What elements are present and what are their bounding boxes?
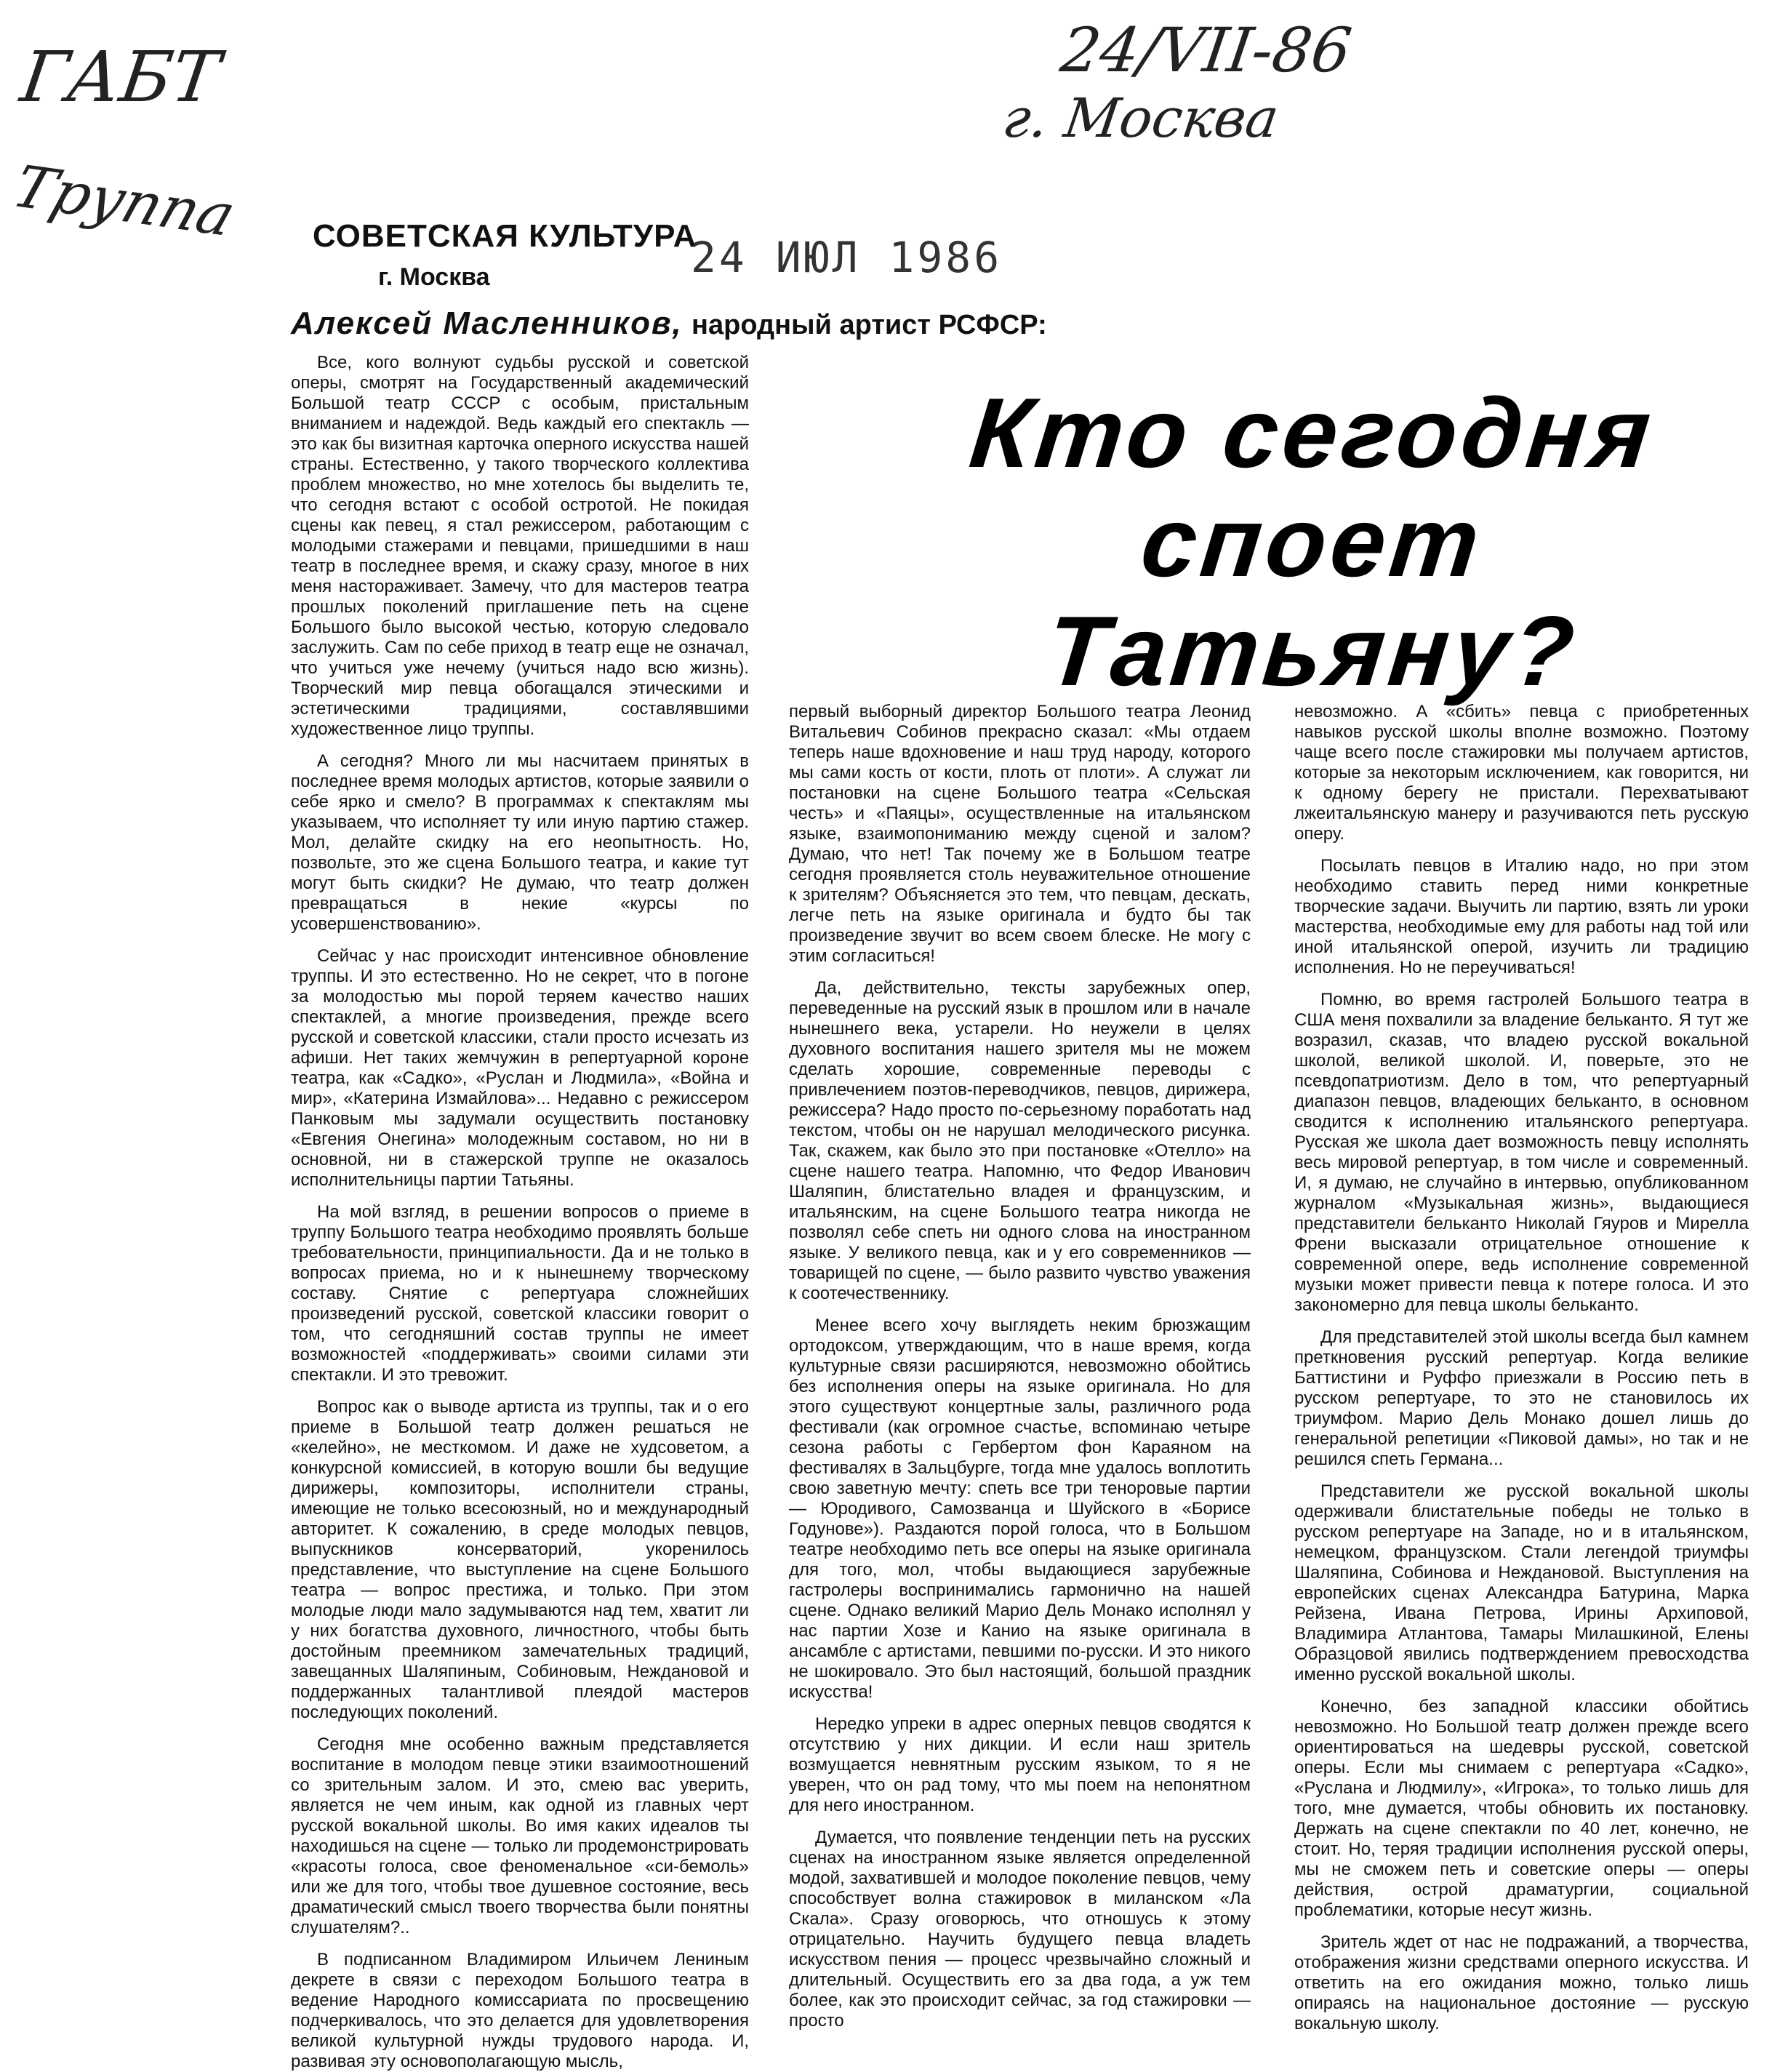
paragraph: Менее всего хочу выглядеть неким брюзжащим ортодоксом, утверждающим, что в наше время, когда культурные связи расширяются, невозможно обойтись без исполнения оперы на языке оригинала. Но для этого существуют концертные залы, различного рода фестивали (как огромное счастье, вспоминаю четыре сезона работы с Гербертом фон Караяном на фестивалях в Зальцбурге, тогда мне удалось воплотить свою заветную мечту: спеть все три теноровые партии — Юродивого, Самозванца и Шуйского в «Борисе Годунове»). Раздаются порой голоса, что в Большом театре необходимо петь все оперы на языке оригинала для того, мол, чтобы выдающиеся зарубежные гастролеры воспринимались гармонично на нашей сцене. Однако великий Марио Дель Монако исполнял у нас партии Хозе и Канио на языке оригинала в ансамбле с артистами, певшими по-русски. И это никого не шокировало. Это был настоящий, большой праздник искусства!	[789, 1316, 1251, 1702]
paragraph: Помню, во время гастролей Большого театра в США меня похвалили за владение бельканто. Я тут же возразил, сказав, что владею русской вокальной школой, великой школой. И, поверьте, это не псевдопатриотизм. Дело в том, что репертуарный диапазон певцов, владеющих бельканто, в основном сводится к исполнению итальянского репертуара. Русская же школа дает возможность певцу исполнять весь мировой репертуар, в том числе и современный. И, я думаю, не случайно в интервью, опубликованном журналом «Музыкальная жизнь», выдающиеся представители бельканто Николай Гяуров и Мирелла Френи высказали отрицательное отношение к современной опере, ведь исполнение современной музыки может привести певца к потере голоса. И это закономерно для певца школы бельканто.	[1294, 990, 1749, 1315]
newspaper-city: г. Москва	[378, 263, 490, 291]
paragraph: первый выборный директор Большого театра Леонид Витальевич Собинов прекрасно сказал: «Мы отдаем теперь наше вдохновение и наш труд народу, которого мы сами кость от кости, плоть от плоти». А служат ли постановки на сцене Большого театра «Сельская честь» и «Паяцы», осуществленные на итальянском языке, взаимопониманию между сценой и залом? Думаю, что нет! Так почему же в Большом театре сегодня проявляется столь неуважительное отношение к зрителям? Объясняется это тем, что певцам, дескать, легче петь на языке оригинала и будто бы так произведение звучит во всем своем блеске. Не могу с этим согласиться!	[789, 702, 1251, 966]
stamp-date: 24 ИЮЛ 1986	[691, 233, 1003, 282]
author-name: Алексей Масленников,	[291, 305, 683, 341]
paragraph: Все, кого волнуют судьбы русской и советской оперы, смотрят на Государственный академический Большой театр СССР с особым, пристальным вниманием и надеждой. Ведь каждый его спектакль — это как бы визитная карточка оперного искусства нашей страны. Естественно, у такого творческого коллектива проблем множество, но мне хотелось бы выделить те, что сегодня встают с особой остротой. Не покидая сцены как певец, я стал режиссером, работающим с молодыми стажерами и певцами, пришедшими в наш театр в последнее время, и скажу сразу, многое в них меня настораживает. Замечу, что для мастеров театра прошлых поколений приглашение петь на сцене Большого было высокой честью, которую следовало заслужить. Сам по себе приход в театр еще не означал, что учиться уже нечему (учиться надо всю жизнь). Творческий мир певца обогащался этическими и эстетическими традициями, составлявшими художественное лицо труппы.	[291, 353, 749, 739]
headline-line-3: Татьяну?	[1041, 596, 1584, 706]
paragraph: невозможно. А «сбить» певца с приобретенных навыков русской школы вполне возможно. Поэтому чаще всего после стажировки мы получаем артистов, которые за некоторым исключением, как говорится, ни к одному берегу не пристали. Перехватывают лжеитальянскую манеру и разучиваются петь русскую оперу.	[1294, 702, 1749, 844]
article-column-3	[1294, 702, 1749, 2033]
byline	[291, 305, 1047, 342]
paragraph: Конечно, без западной классики обойтись невозможно. Но Большой театр должен прежде всего ориентироваться на шедевры русской, советской оперы. Если мы снимаем с репертуара «Садко», «Руслана и Людмилу», «Игрока», то только лишь для того, мне думается, чтобы обновить их постановку. Держать на сцене спектакли по 40 лет, конечно, не стоит. Но, теряя традиции исполнения русской оперы, мы не сможем петь и советские оперы — оперы действия, острой драматургии, социальной проблематики, которые несут жизнь.	[1294, 1697, 1749, 1920]
paragraph: Посылать певцов в Италию надо, но при этом необходимо ставить перед ними конкретные творческие задачи. Выучить ли партию, взять ли уроки мастерства, необходимые ему для работы над той или иной итальянской оперой, изучить ли традицию исполнения. Но не переучиваться!	[1294, 856, 1749, 977]
headline-line-1: Кто сегодня	[965, 377, 1660, 488]
paragraph: Сегодня мне особенно важным представляется воспитание в молодом певце этики взаимоотношений со зрительным залом. И это, смею вас уверить, является не чем иным, как одной из главных черт русской вокальной школы. Во имя каких идеалов ты находишься на сцене — только ли продемонстрировать «красоты голоса, свое феноменальное «си-бемоль» или же для того, чтобы твое душевное состояние, весь драматический смысл твоего творчества были понятны слушателям?..	[291, 1735, 749, 1937]
paragraph: Да, действительно, тексты зарубежных опер, переведенные на русский язык в прошлом или в начале нынешнего века, устарели. Но неужели в целях духовного воспитания нашего зрителя мы не можем сделать хорошие, современные переводы с привлечением поэтов-переводчиков, певцов, дирижера, режиссера? Надо просто по-серьезному поработать над текстом, чтобы он не нарушал мелодического рисунка. Так, скажем, как было это при постановке «Отелло» на сцене нашего театра. Напомню, что Федор Иванович Шаляпин, блистательно владея и французским, и итальянским, на сцене Большого театра никогда не позволял себе спеть ни одного слова на иностранном языке. У великого певца, как и у его современников — товарищей по сцене, — было развито чувство уважения к соотечественнику.	[789, 978, 1251, 1303]
paragraph: Вопрос как о выводе артиста из труппы, так и о его приеме в Большой театр должен решаться не «келейно», не месткомом. И даже не худсоветом, а конкурсной комиссией, в которую вошли бы ведущие дирижеры, композиторы, исполнители страны, имеющие не только всесоюзный, но и международный авторитет. К сожалению, в среде молодых певцов, выпускников консерваторий, укоренилось представление, что выступление на сцене Большого театра — вопрос престижа, и только. При этом молодые люди мало задумываются над тем, хватит ли у них богатства духовного, личностного, чтобы быть достойным преемником замечательных традиций, завещанных Шаляпиным, Собиновым, Неждановой и поддержанных талантливой плеядой мастеров последующих поколений.	[291, 1397, 749, 1722]
paragraph: Сейчас у нас происходит интенсивное обновление труппы. И это естественно. Но не секрет, что в погоне за молодостью мы порой теряем качество наших спектаклей, а многие произведения, прежде всего русской и советской классики, стали просто исчезать из афиши. Нет таких жемчужин в репертуарной короне театра, как «Садко», «Руслан и Людмила», «Война и мир», «Катерина Измайлова»... Недавно с режиссером Панковым мы задумали осуществить постановку «Евгения Онегина» молодежным составом, но ни в основной, ни в стажерской труппе не оказалось исполнительницы партии Татьяны.	[291, 946, 749, 1190]
handwritten-archive-mark: ГАБТ	[16, 36, 225, 118]
paragraph: Зритель ждет от нас не подражаний, а творчества, отображения жизни средствами оперного искусства. И ответить на его ожидания можно, только лишь опираясь на национальное достояние — русскую вокальную школу.	[1294, 1932, 1749, 2033]
author-title: народный артист РСФСР:	[691, 310, 1047, 340]
paragraph: Для представителей этой школы всегда был камнем преткновения русский репертуар. Когда великие Баттистини и Руффо приезжали в Россию петь в русском репертуаре, то это не становилось их триумфом. Марио Дель Монако дошел лишь до генеральной репетиции «Пиковой дамы», но так и не решился спеть Германа...	[1294, 1327, 1749, 1469]
paragraph: А сегодня? Много ли мы насчитаем принятых в последнее время молодых артистов, которые заявили о себе ярко и смело? В программах к спектаклям мы указываем, что исполняет ту или иную партию стажер. Мол, делайте скидку на его неопытность. Но, позвольте, это же сцена Большого театра, и какие тут могут быть скидки? Не думаю, что театр должен превращаться в некие «курсы по усовершенствованию».	[291, 751, 749, 934]
headline	[894, 378, 1731, 705]
article-column-1	[291, 353, 749, 2071]
handwritten-category-note: Труппа	[4, 153, 244, 249]
paragraph: В подписанном Владимиром Ильичем Лениным декрете в связи с переходом Большого театра в ведение Народного комиссариата по просвещению подчеркивалось, что это делается для удовлетворения великой культурной нужды трудового народа. И, развивая эту основополагающую мысль,	[291, 1950, 749, 2071]
article-column-2	[789, 702, 1251, 2031]
paragraph: Нередко упреки в адрес оперных певцов сводятся к отсутствию у них дикции. И если наш зритель возмущается невнятным русским языком, то я не уверен, что он рад тому, что мы поем на непонятном для него иностранном.	[789, 1714, 1251, 1815]
handwritten-city: г. Москва	[998, 87, 1283, 150]
paragraph: Думается, что появление тенденции петь на русских сценах на иностранном языке является определенной модой, захватившей и молодое поколение певцов, чему способствует волна стажировок в миланском «Ла Скала». Сразу оговорюсь, что отношусь к этому отрицательно. Научить будущего певца владеть искусством пения — процесс чрезвычайно сложный и длительный. Осуществить его за два года, а уж тем более, как это происходит сейчас, за год стажировки — просто	[789, 1828, 1251, 2031]
handwritten-date: 24/VII-86	[1057, 15, 1356, 86]
headline-line-2: споет	[1136, 487, 1489, 597]
paragraph: Представители же русской вокальной школы одерживали блистательные победы не только в русском репертуаре на Западе, но и в итальянском, немецком, французском. Стали легендой триумфы Шаляпина, Собинова и Неждановой. Выступления на европейских сценах Александра Батурина, Марка Рейзена, Ивана Петрова, Ирины Архиповой, Владимира Атлантова, Тамары Милашкиной, Елены Образцовой явились подтверждением превосходства именно русской вокальной школы.	[1294, 1481, 1749, 1684]
paragraph: На мой взгляд, в решении вопросов о приеме в труппу Большого театра необходимо проявлять больше требовательности, принципиальности. Да и не только в вопросах приема, но и к нынешнему творческому составу. Снятие с репертуара сложнейших произведений русской, советской классики говорит о том, что сегодняшний состав труппы не имеет возможностей «поддерживать» своими силами эти спектакли. И это тревожит.	[291, 1202, 749, 1385]
newspaper-masthead: СОВЕТСКАЯ КУЛЬТУРА	[313, 218, 697, 254]
